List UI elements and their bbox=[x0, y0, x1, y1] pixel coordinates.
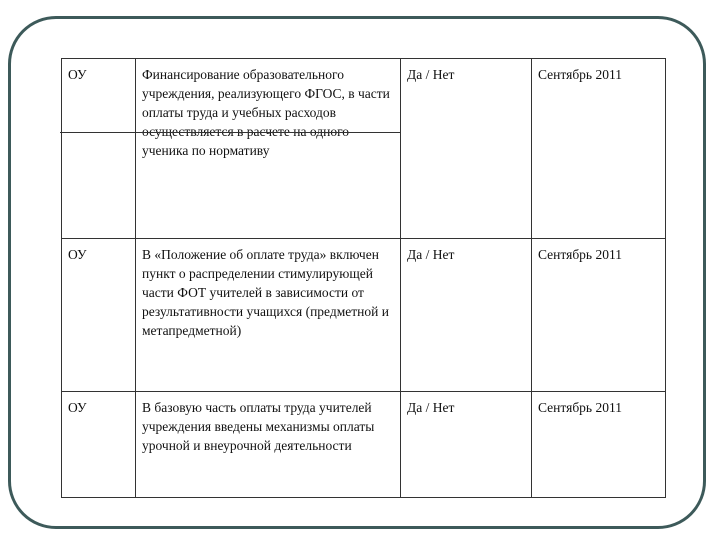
deadline-cell: Сентябрь 2011 bbox=[532, 239, 666, 392]
org-cell: ОУ bbox=[62, 59, 136, 239]
deadline-cell: Сентябрь 2011 bbox=[532, 392, 666, 498]
table-row bbox=[62, 59, 666, 239]
description-cell: В «Положение об оплате труда» включен пункт о распределении стимулирующей части ФОТ учителей в зависимости от результативности учащихся (предметной и метапредметной) bbox=[136, 239, 401, 392]
row-divider-line bbox=[60, 132, 401, 133]
org-cell: ОУ bbox=[62, 392, 136, 498]
org-cell: ОУ bbox=[62, 239, 136, 392]
status-cell: Да / Нет bbox=[401, 392, 532, 498]
status-cell: Да / Нет bbox=[401, 59, 532, 239]
criteria-table bbox=[61, 58, 666, 498]
deadline-cell: Сентябрь 2011 bbox=[532, 59, 666, 239]
description-cell bbox=[136, 59, 401, 239]
description-text: Финансирование образовательного учреждения, реализующего ФГОС, в части оплаты труда и учебных расходов осуществляется в расчете на одного ученика по нормативу bbox=[142, 67, 390, 158]
table-row bbox=[62, 239, 666, 392]
description-cell: В базовую часть оплаты труда учителей учреждения введены механизмы оплаты урочной и внеурочной деятельности bbox=[136, 392, 401, 498]
table-row bbox=[62, 392, 666, 498]
status-cell: Да / Нет bbox=[401, 239, 532, 392]
